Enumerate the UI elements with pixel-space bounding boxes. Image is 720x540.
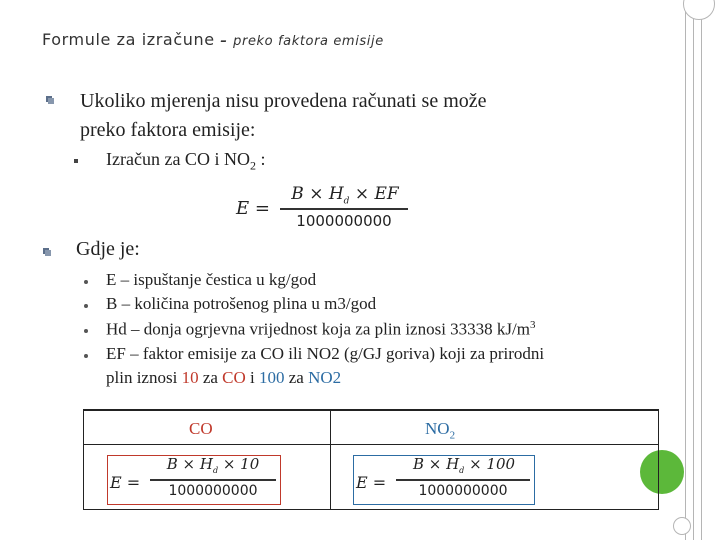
table-header-no2-sub: 2 <box>449 429 456 442</box>
intro-text <box>80 87 487 145</box>
def-bullet-4 <box>84 354 88 358</box>
sub-text-main: Izračun za CO i NO <box>106 149 250 169</box>
def-cont-v2: 100 <box>259 368 285 387</box>
slide-title <box>42 30 384 49</box>
sub-text <box>106 149 265 174</box>
f2-num-sub: d <box>459 466 465 475</box>
decor-circle-small <box>673 517 691 535</box>
def-cont-d: za <box>284 368 309 387</box>
def-cont-c: i <box>245 368 260 387</box>
f1-denominator: 1000000000 <box>168 483 258 499</box>
def-item-4: EF – faktor emisije za CO ili NO2 (g/GJ goriva) koji za prirodni <box>106 344 545 363</box>
sub-text-tail: : <box>255 149 266 169</box>
f1-num-sub: d <box>212 466 219 475</box>
f1-num-main: B × H <box>166 455 213 473</box>
title-part-2: preko faktora emisije <box>233 34 384 49</box>
def-bullet-1 <box>84 280 88 284</box>
table-col-divider <box>330 411 331 509</box>
decor-line-3 <box>701 0 702 540</box>
def-cont-a: plin iznosi <box>106 368 182 387</box>
def-bullet-2 <box>84 304 88 308</box>
f2-denominator: 1000000000 <box>418 483 508 499</box>
formula-num-sub: d <box>343 196 350 207</box>
formula-num-tail: × EF <box>349 184 399 204</box>
intro-line-1: Ukoliko mjerenja nisu provedena računati se može <box>80 90 487 112</box>
formula-numerator <box>280 184 410 206</box>
table-header-co: CO <box>189 419 213 438</box>
def-item-3-sup: 3 <box>530 319 536 331</box>
decor-line-1 <box>685 0 686 540</box>
def-cont-b: za <box>198 368 223 387</box>
square-bullet-icon <box>46 96 55 105</box>
formula-table <box>83 409 659 510</box>
def-bullet-3 <box>84 329 88 333</box>
f2-num-main: B × H <box>412 455 460 473</box>
table-header-no2-main: NO <box>425 419 450 438</box>
where-label: Gdje je: <box>76 238 140 260</box>
table-header-no2 <box>425 419 455 441</box>
f2-lhs: E = <box>356 473 387 492</box>
def-item-1: E – ispuštanje čestica u kg/god <box>106 270 317 289</box>
formula-denominator: 1000000000 <box>296 212 392 230</box>
square-bullet-icon-2 <box>43 248 52 257</box>
formula-num-main: B × H <box>291 184 344 204</box>
title-part-1: Formule za izračune <box>42 30 215 49</box>
def-cont-v1: 10 <box>181 368 199 387</box>
f1-num-tail: × 10 <box>218 455 260 473</box>
formula-fraction-bar <box>280 208 408 210</box>
intro-line-2: preko faktora emisije: <box>80 119 256 141</box>
def-item-2: B – količina potrošenog plina u m3/god <box>106 294 377 313</box>
def-cont-g2: NO2 <box>308 368 342 387</box>
def-cont-g1: CO <box>222 368 246 387</box>
f2-fraction-bar <box>396 479 530 481</box>
f1-lhs: E = <box>110 473 141 492</box>
decor-line-2 <box>693 0 694 540</box>
f1-numerator <box>148 455 278 475</box>
f1-fraction-bar <box>150 479 276 481</box>
formula-lhs: E = <box>236 198 270 219</box>
def-item-3-text: Hd – donja ogrjevna vrijednost koja za plin iznosi 33338 kJ/m <box>106 319 530 339</box>
sub-bullet-icon <box>74 159 78 163</box>
table-row-divider <box>84 444 658 445</box>
def-item-4-cont <box>106 368 341 388</box>
def-item-3 <box>106 319 536 340</box>
f2-numerator <box>394 455 534 475</box>
decor-circle-top <box>683 0 715 20</box>
title-dash: – <box>220 34 228 49</box>
f2-num-tail: × 100 <box>464 455 516 473</box>
sub-text-subscript: 2 <box>249 158 256 173</box>
